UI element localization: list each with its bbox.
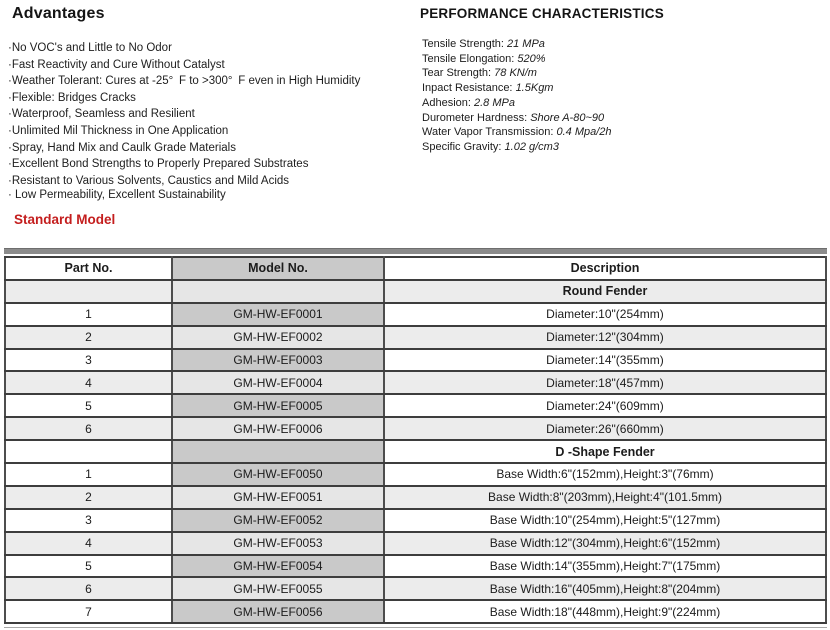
advantage-item: ·Resistant to Various Solvents, Caustics and Mild Acids: [8, 174, 290, 187]
col-header-description: Description: [384, 257, 826, 280]
description-cell: Base Width:16"(405mm),Height:8"(204mm): [384, 577, 826, 600]
model-table: [4, 256, 827, 624]
advantage-item: ·Waterproof, Seamless and Resilient: [8, 108, 195, 121]
table-header-row: [5, 257, 826, 280]
col-header-part-no: Part No.: [5, 257, 172, 280]
description-cell: Base Width:8"(203mm),Height:4"(101.5mm): [384, 486, 826, 509]
table-row: [5, 371, 826, 394]
spec-label: Tear Strength:: [422, 67, 492, 80]
spec-item: [422, 140, 825, 155]
part-no-cell: [5, 280, 172, 303]
description-cell: Round Fender: [384, 280, 826, 303]
spec-item: [422, 52, 825, 67]
table-row: [5, 303, 826, 326]
description-cell: Base Width:10"(254mm),Height:5"(127mm): [384, 509, 826, 532]
description-cell: D -Shape Fender: [384, 440, 826, 463]
performance-title: PERFORMANCE CHARACTERISTICS: [420, 6, 664, 21]
part-no-cell: 6: [5, 417, 172, 440]
part-no-cell: [5, 440, 172, 463]
model-no-cell: GM-HW-EF0003: [172, 349, 384, 372]
description-cell: Diameter:14"(355mm): [384, 349, 826, 372]
part-no-cell: 2: [5, 326, 172, 349]
table-row: [5, 555, 826, 578]
model-no-cell: GM-HW-EF0054: [172, 555, 384, 578]
description-cell: Base Width:18"(448mm),Height:9"(224mm): [384, 600, 826, 623]
part-no-cell: 5: [5, 394, 172, 417]
part-no-cell: 4: [5, 371, 172, 394]
standard-model-title: Standard Model: [14, 212, 116, 227]
description-cell: Diameter:24"(609mm): [384, 394, 826, 417]
part-no-cell: 2: [5, 486, 172, 509]
spec-label: Tensile Elongation:: [422, 52, 515, 65]
advantage-item: ·Flexible: Bridges Cracks: [8, 91, 136, 104]
spec-label: Specific Gravity:: [422, 140, 502, 153]
spec-label: Tensile Strength:: [422, 38, 504, 50]
spec-item: [422, 111, 825, 126]
spec-item: [422, 125, 825, 140]
model-no-cell: [172, 280, 384, 303]
description-cell: Diameter:12"(304mm): [384, 326, 826, 349]
part-no-cell: 1: [5, 463, 172, 486]
table-row: [5, 577, 826, 600]
part-no-cell: 7: [5, 600, 172, 623]
spec-item: [422, 81, 825, 96]
table-row: [5, 509, 826, 532]
table-row: [5, 600, 826, 623]
model-no-cell: GM-HW-EF0055: [172, 577, 384, 600]
advantage-item: ·No VOC's and Little to No Odor: [8, 42, 172, 54]
advantages-title: Advantages: [12, 5, 105, 22]
advantage-item: · Low Permeability, Excellent Sustainability: [8, 189, 226, 202]
standard-model-table: [4, 248, 827, 628]
part-no-cell: 4: [5, 532, 172, 555]
model-no-cell: GM-HW-EF0001: [172, 303, 384, 326]
description-cell: Diameter:26"(660mm): [384, 417, 826, 440]
description-cell: Diameter:10"(254mm): [384, 303, 826, 326]
spec-value: 21 MPa: [507, 38, 545, 50]
part-no-cell: 6: [5, 577, 172, 600]
part-no-cell: 3: [5, 349, 172, 372]
table-row: [5, 326, 826, 349]
col-header-model-no: Model No.: [172, 257, 384, 280]
description-cell: Diameter:18"(457mm): [384, 371, 826, 394]
advantage-item: ·Excellent Bond Strengths to Properly Prepared Substrates: [8, 158, 309, 171]
model-no-cell: GM-HW-EF0050: [172, 463, 384, 486]
description-cell: Base Width:6"(152mm),Height:3"(76mm): [384, 463, 826, 486]
model-no-cell: [172, 440, 384, 463]
advantages-section: [8, 0, 413, 202]
table-bottom-line: [4, 627, 827, 628]
advantage-item: ·Unlimited Mil Thickness in One Application: [8, 124, 229, 137]
model-no-cell: GM-HW-EF0056: [172, 600, 384, 623]
part-no-cell: 3: [5, 509, 172, 532]
table-top-bar: [4, 248, 827, 254]
table-row: [5, 532, 826, 555]
performance-spec-list: [422, 37, 825, 155]
description-cell: Base Width:12"(304mm),Height:6"(152mm): [384, 532, 826, 555]
spec-value: 1.5Kgm: [515, 82, 554, 95]
spec-label: Water Vapor Transmission:: [422, 126, 554, 139]
model-no-cell: GM-HW-EF0051: [172, 486, 384, 509]
spec-value: 78 KN/m: [494, 67, 537, 80]
model-no-cell: GM-HW-EF0005: [172, 394, 384, 417]
spec-label: Adhesion:: [422, 96, 471, 109]
advantage-item: ·Weather Tolerant: Cures at -25° F to >300° F even in High Humidity: [8, 75, 361, 88]
spec-value: 0.4 Mpa/2h: [556, 126, 612, 139]
table-row: [5, 463, 826, 486]
part-no-cell: 5: [5, 555, 172, 578]
spec-value: 2.8 MPa: [474, 96, 515, 109]
section-header-row: [5, 280, 826, 303]
performance-section: [420, 0, 825, 155]
spec-label: Durometer Hardness:: [422, 111, 528, 124]
spec-value: 520%: [517, 52, 546, 65]
model-no-cell: GM-HW-EF0006: [172, 417, 384, 440]
advantages-list: [8, 40, 413, 202]
spec-item: [422, 96, 825, 111]
spec-label: Inpact Resistance:: [422, 82, 513, 95]
description-cell: Base Width:14"(355mm),Height:7"(175mm): [384, 555, 826, 578]
model-table-body: [5, 280, 826, 623]
part-no-cell: 1: [5, 303, 172, 326]
model-no-cell: GM-HW-EF0004: [172, 371, 384, 394]
spec-item: [422, 37, 825, 52]
table-row: [5, 417, 826, 440]
advantage-item: ·Fast Reactivity and Cure Without Catalyst: [8, 58, 225, 71]
model-no-cell: GM-HW-EF0002: [172, 326, 384, 349]
model-no-cell: GM-HW-EF0053: [172, 532, 384, 555]
spec-value: Shore A-80~90: [530, 111, 605, 124]
spec-item: [422, 66, 825, 81]
table-row: [5, 394, 826, 417]
section-header-row: [5, 440, 826, 463]
model-no-cell: GM-HW-EF0052: [172, 509, 384, 532]
table-row: [5, 349, 826, 372]
advantage-item: ·Spray, Hand Mix and Caulk Grade Materials: [8, 141, 236, 154]
spec-value: 1.02 g/cm3: [504, 140, 559, 153]
table-row: [5, 486, 826, 509]
